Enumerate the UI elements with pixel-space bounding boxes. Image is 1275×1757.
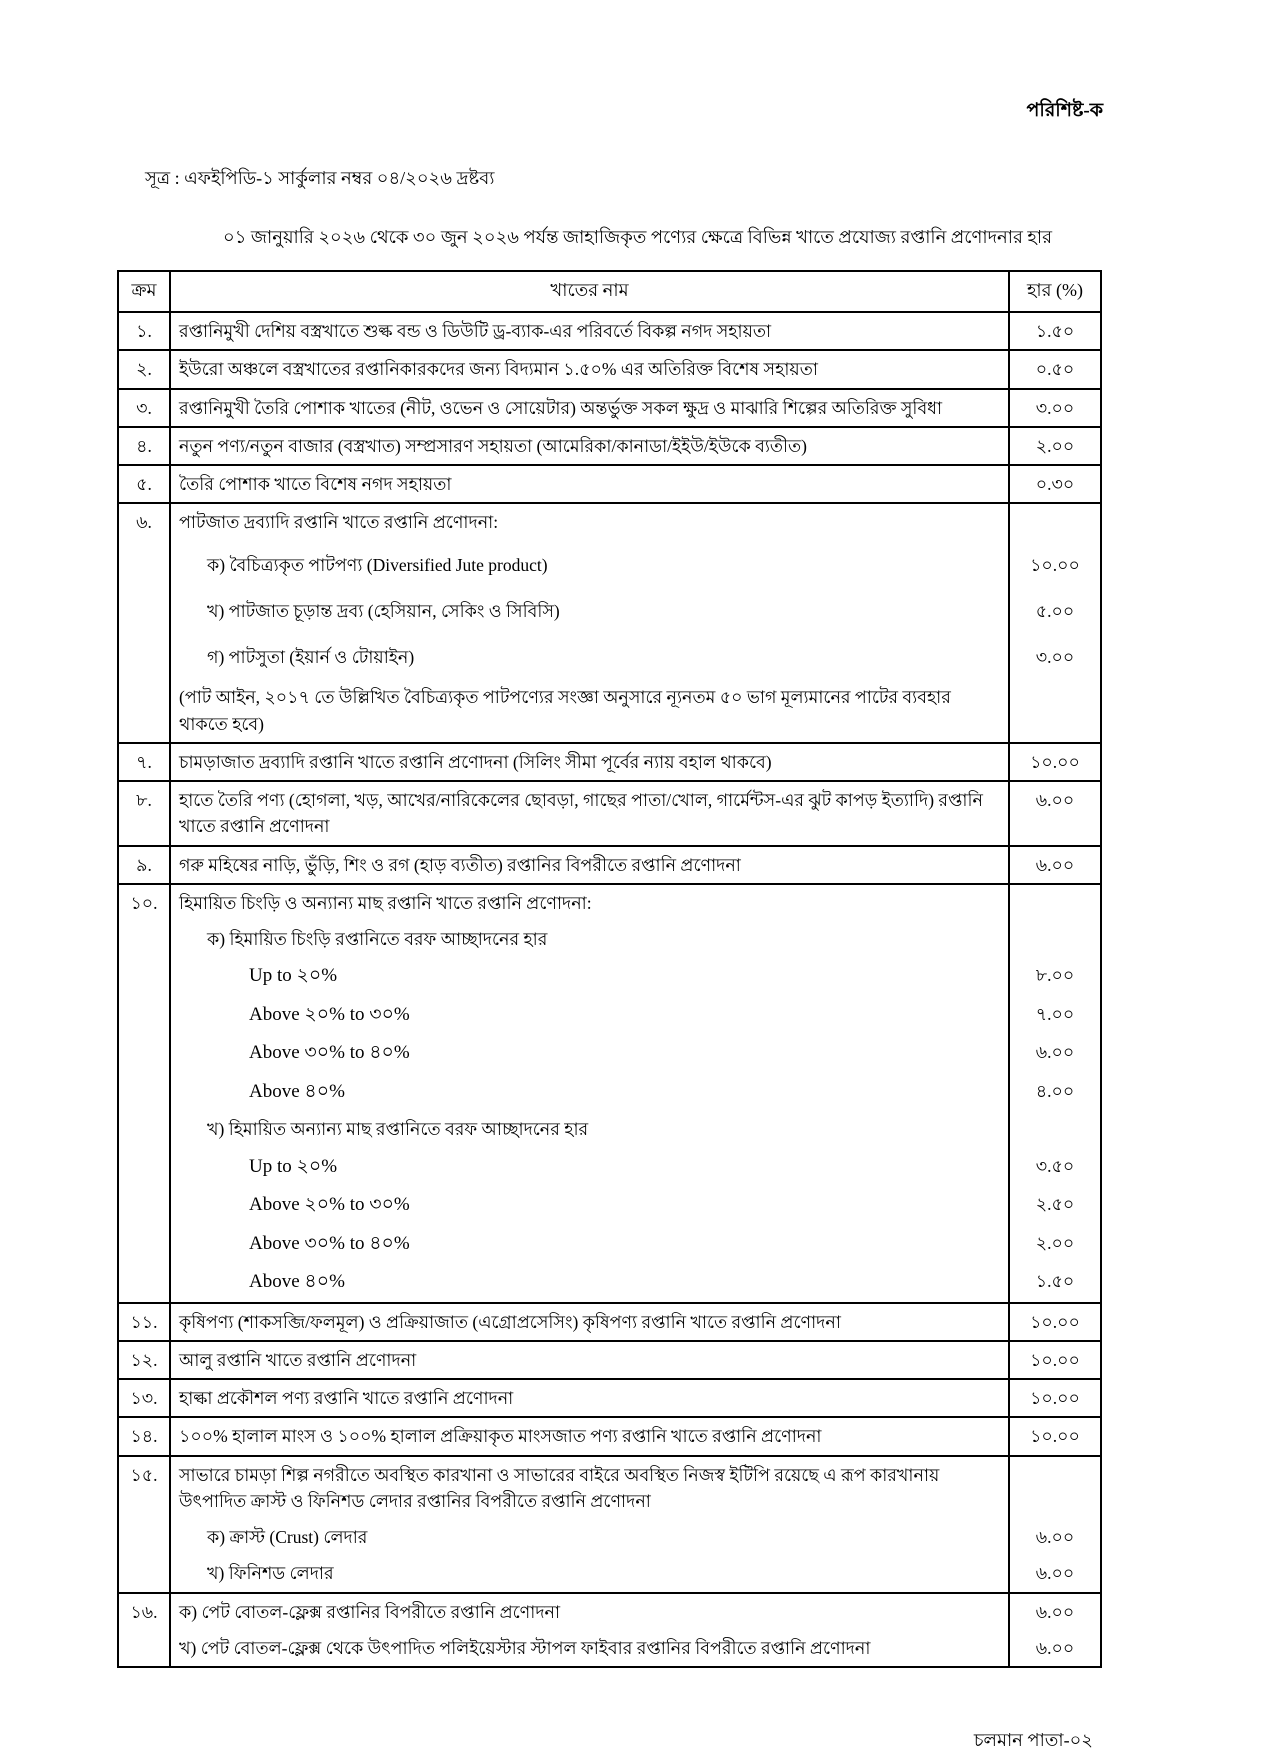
table-row xyxy=(118,743,1101,781)
table-row xyxy=(118,427,1101,465)
rate-value: ১.৫০ xyxy=(1009,312,1101,350)
table-row xyxy=(118,1593,1101,1630)
table-row xyxy=(118,1263,1101,1303)
table-row xyxy=(118,921,1101,957)
appendix-label: পরিশিষ্ট-ক xyxy=(1026,100,1103,121)
sector-text: গ) পাটসুতা (ইয়ার্ন ও টোয়াইন) xyxy=(170,633,1009,679)
sector-text: ক) বৈচিত্র্যকৃত পাটপণ্য (Diversified Jute product) xyxy=(170,541,1009,587)
sector-text: হাল্কা প্রকৌশল পণ্য রপ্তানি খাতে রপ্তানি প্রণোদনা xyxy=(170,1379,1009,1417)
row-serial: ৫. xyxy=(118,465,170,503)
sector-text: খ) ফিনিশড লেদার xyxy=(170,1555,1009,1592)
row-serial: ১৩. xyxy=(118,1379,170,1417)
rate-value: ৩.৫০ xyxy=(1009,1148,1101,1187)
table-row xyxy=(118,1034,1101,1073)
table-body xyxy=(118,312,1101,1667)
rate-value: ৩.০০ xyxy=(1009,389,1101,427)
table-row xyxy=(118,1630,1101,1667)
rate-value: ৩.০০ xyxy=(1009,633,1101,679)
rate-value: ৬.০০ xyxy=(1009,1034,1101,1073)
row-serial: ১৬. xyxy=(118,1593,170,1668)
sector-text: সাভারে চামড়া শিল্প নগরীতে অবস্থিত কারখানা ও সাভারের বাইরে অবস্থিত নিজস্ব ইটিপি রয়েছে এ রূপ কারখানায় উৎপাদিত ক্রাস্ট ও ফিনিশড লেদার রপ্তানির বিপরীতে রপ্তানি প্রণোদনা xyxy=(170,1456,1009,1520)
rate-value: ০.৫০ xyxy=(1009,350,1101,388)
row-serial: ১২. xyxy=(118,1341,170,1379)
table-row xyxy=(118,1456,1101,1520)
rate-value: ১০.০০ xyxy=(1009,541,1101,587)
table-row xyxy=(118,1417,1101,1455)
sector-text: খ) পাটজাত চূড়ান্ত দ্রব্য (হেসিয়ান, সেকিং ও সিবিসি) xyxy=(170,587,1009,633)
rate-value: ৬.০০ xyxy=(1009,781,1101,846)
rate-value: ০.৩০ xyxy=(1009,465,1101,503)
rate-value: ২.০০ xyxy=(1009,427,1101,465)
row-serial: ১৪. xyxy=(118,1417,170,1455)
header-serial: ক্রম xyxy=(118,271,170,312)
sector-text: রপ্তানিমুখী তৈরি পোশাক খাতের (নীট, ওভেন ও সোয়েটার) অন্তর্ভুক্ত সকল ক্ষুদ্র ও মাঝারি শিল্পের অতিরিক্ত সুবিধা xyxy=(170,389,1009,427)
table-row xyxy=(118,541,1101,587)
table-row xyxy=(118,1519,1101,1555)
sector-text: আলু রপ্তানি খাতে রপ্তানি প্রণোদনা xyxy=(170,1341,1009,1379)
rate-value: ৬.০০ xyxy=(1009,1519,1101,1555)
table-row xyxy=(118,465,1101,503)
sector-text: Above ২০% to ৩০% xyxy=(170,1186,1009,1225)
rate-value xyxy=(1009,1111,1101,1147)
table-row xyxy=(118,389,1101,427)
rate-value xyxy=(1009,921,1101,957)
row-serial: ৭. xyxy=(118,743,170,781)
sector-text: Above ৩০% to ৪০% xyxy=(170,1225,1009,1264)
table-row xyxy=(118,846,1101,884)
table-row xyxy=(118,633,1101,679)
row-serial: ৬. xyxy=(118,503,170,743)
rate-value: ৭.০০ xyxy=(1009,996,1101,1035)
table-row xyxy=(118,1186,1101,1225)
rate-value: ২.৫০ xyxy=(1009,1186,1101,1225)
rate-value: ১০.০০ xyxy=(1009,1341,1101,1379)
sector-text: Above ৩০% to ৪০% xyxy=(170,1034,1009,1073)
rate-value: ১০.০০ xyxy=(1009,1379,1101,1417)
sector-text: ইউরো অঞ্চলে বস্ত্রখাতের রপ্তানিকারকদের জন্য বিদ্যমান ১.৫০% এর অতিরিক্ত বিশেষ সহায়তা xyxy=(170,350,1009,388)
page-footer-continuation: চলমান পাতা-০২ xyxy=(973,1730,1093,1750)
sector-text: Above ২০% to ৩০% xyxy=(170,996,1009,1035)
sector-text: কৃষিপণ্য (শাকসব্জি/ফলমূল) ও প্রক্রিয়াজাত (এগ্রোপ্রসেসিং) কৃষিপণ্য রপ্তানি খাতে রপ্তানি প্রণোদনা xyxy=(170,1303,1009,1341)
source-line: সূত্র : এফইপিডি-১ সার্কুলার নম্বর ০৪/২০২৬ দ্রষ্টব্য xyxy=(145,168,495,188)
row-serial: ১০. xyxy=(118,884,170,1303)
rate-value: ৫.০০ xyxy=(1009,587,1101,633)
rate-value: ১০.০০ xyxy=(1009,1303,1101,1341)
rate-value xyxy=(1009,884,1101,921)
table-row xyxy=(118,1379,1101,1417)
incentive-rate-table xyxy=(117,270,1102,1668)
sector-text: Above ৪০% xyxy=(170,1073,1009,1112)
rate-value xyxy=(1009,679,1101,743)
table-row xyxy=(118,781,1101,846)
sector-text: ১০০% হালাল মাংস ও ১০০% হালাল প্রক্রিয়াকৃত মাংসজাত পণ্য রপ্তানি খাতে রপ্তানি প্রণোদনা xyxy=(170,1417,1009,1455)
sector-text: চামড়াজাত দ্রব্যাদি রপ্তানি খাতে রপ্তানি প্রণোদনা (সিলিং সীমা পূর্বের ন্যায় বহাল থাকবে) xyxy=(170,743,1009,781)
sector-text: খ) পেট বোতল-ফ্লেক্স থেকে উৎপাদিত পলিইয়েস্টার স্টাপল ফাইবার রপ্তানির বিপরীতে রপ্তানি প্রণোদনা xyxy=(170,1630,1009,1667)
sector-text: রপ্তানিমুখী দেশিয় বস্ত্রখাতে শুল্ক বন্ড ও ডিউটি ড্র-ব্যাক-এর পরিবর্তে বিকল্প নগদ সহায়তা xyxy=(170,312,1009,350)
rate-value xyxy=(1009,503,1101,540)
sector-text: নতুন পণ্য/নতুন বাজার (বস্ত্রখাত) সম্প্রসারণ সহায়তা (আমেরিকা/কানাডা/ইইউ/ইউকে ব্যতীত) xyxy=(170,427,1009,465)
table-row xyxy=(118,503,1101,540)
row-serial: ১১. xyxy=(118,1303,170,1341)
sector-text: ক) পেট বোতল-ফ্লেক্স রপ্তানির বিপরীতে রপ্তানি প্রণোদনা xyxy=(170,1593,1009,1630)
row-serial: ৯. xyxy=(118,846,170,884)
sector-text: তৈরি পোশাক খাতে বিশেষ নগদ সহায়তা xyxy=(170,465,1009,503)
sector-text: গরু মহিষের নাড়ি, ভুঁড়ি, শিং ও রগ (হাড় ব্যতীত) রপ্তানির বিপরীতে রপ্তানি প্রণোদনা xyxy=(170,846,1009,884)
table-row xyxy=(118,1555,1101,1592)
table-row xyxy=(118,679,1101,743)
sector-text: হাতে তৈরি পণ্য (হোগলা, খড়, আখের/নারিকেলের ছোবড়া, গাছের পাতা/খোল, গার্মেন্টস-এর ঝুট কাপড় ইত্যাদি) রপ্তানি খাতে রপ্তানি প্রণোদনা xyxy=(170,781,1009,846)
rate-value: ১০.০০ xyxy=(1009,1417,1101,1455)
table-row xyxy=(118,1303,1101,1341)
rate-value: ৬.০০ xyxy=(1009,1630,1101,1667)
rate-value: ১০.০০ xyxy=(1009,743,1101,781)
row-serial: ১৫. xyxy=(118,1456,170,1593)
rate-value: ৬.০০ xyxy=(1009,846,1101,884)
table-row xyxy=(118,1148,1101,1187)
rate-value: ৪.০০ xyxy=(1009,1073,1101,1112)
rate-value: ৬.০০ xyxy=(1009,1555,1101,1592)
row-serial: ১. xyxy=(118,312,170,350)
rate-value: ১.৫০ xyxy=(1009,1263,1101,1303)
table-row xyxy=(118,996,1101,1035)
header-sector-name: খাতের নাম xyxy=(170,271,1009,312)
table-row xyxy=(118,1111,1101,1147)
rate-value xyxy=(1009,1456,1101,1520)
document-title: ০১ জানুয়ারি ২০২৬ থেকে ৩০ জুন ২০২৬ পর্যন্ত জাহাজিকৃত পণ্যের ক্ষেত্রে বিভিন্ন খাতে প্রযোজ্য রপ্তানি প্রণোদনার হার xyxy=(223,227,1052,247)
table-row xyxy=(118,350,1101,388)
sector-text: Up to ২০% xyxy=(170,1148,1009,1187)
table-row xyxy=(118,312,1101,350)
sector-text: (পাট আইন, ২০১৭ তে উল্লিখিত বৈচিত্র্যকৃত পাটপণ্যের সংজ্ঞা অনুসারে ন্যূনতম ৫০ ভাগ মূল্যমানের পাটের ব্যবহার থাকতে হবে) xyxy=(170,679,1009,743)
table-row xyxy=(118,587,1101,633)
row-serial: ৩. xyxy=(118,389,170,427)
row-serial: ৪. xyxy=(118,427,170,465)
sector-text: ক) হিমায়িত চিংড়ি রপ্তানিতে বরফ আচ্ছাদনের হার xyxy=(170,921,1009,957)
sector-text: হিমায়িত চিংড়ি ও অন্যান্য মাছ রপ্তানি খাতে রপ্তানি প্রণোদনা: xyxy=(170,884,1009,921)
table-row xyxy=(118,1225,1101,1264)
rate-value: ২.০০ xyxy=(1009,1225,1101,1264)
row-serial: ২. xyxy=(118,350,170,388)
table-header-row xyxy=(118,271,1101,312)
rate-value: ৮.০০ xyxy=(1009,957,1101,996)
table-row xyxy=(118,884,1101,921)
sector-text: পাটজাত দ্রব্যাদি রপ্তানি খাতে রপ্তানি প্রণোদনা: xyxy=(170,503,1009,540)
table-row xyxy=(118,957,1101,996)
rate-value: ৬.০০ xyxy=(1009,1593,1101,1630)
header-rate-percent: হার (%) xyxy=(1009,271,1101,312)
sector-text: Above ৪০% xyxy=(170,1263,1009,1303)
row-serial: ৮. xyxy=(118,781,170,846)
table-row xyxy=(118,1341,1101,1379)
sector-text: ক) ক্রাস্ট (Crust) লেদার xyxy=(170,1519,1009,1555)
table-row xyxy=(118,1073,1101,1112)
sector-text: Up to ২০% xyxy=(170,957,1009,996)
sector-text: খ) হিমায়িত অন্যান্য মাছ রপ্তানিতে বরফ আচ্ছাদনের হার xyxy=(170,1111,1009,1147)
